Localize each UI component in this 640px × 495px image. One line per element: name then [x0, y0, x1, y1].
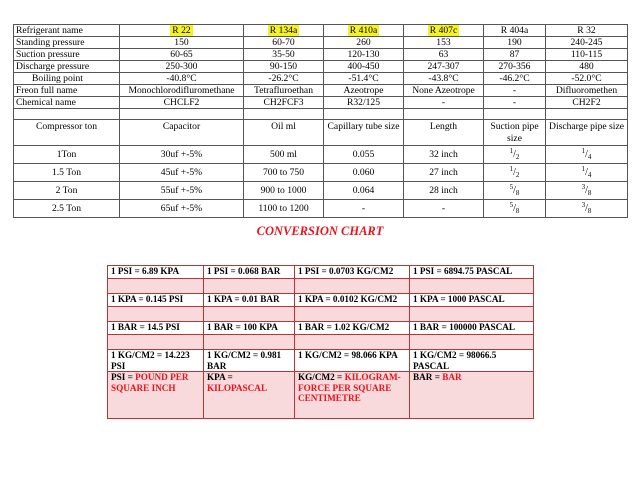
cell: R32/125 [324, 97, 404, 109]
cell: 190 [484, 37, 546, 49]
cell: 250-300 [120, 61, 244, 73]
conversion-cell: 1 BAR = 100 KPA [204, 322, 295, 335]
compressor-row [14, 182, 628, 200]
suction-size: $^5/_8$ [484, 182, 546, 200]
key-kgcm2: KG/CM2 = KILOGRAM-FORCE PER SQUARE CENTIMETRE [295, 372, 410, 419]
conversion-cell: 1 BAR = 1.02 KG/CM2 [295, 322, 410, 335]
discharge-size: $^3/_8$ [546, 182, 628, 200]
cell: 28 inch [404, 182, 484, 200]
conversion-cell: 1 KPA = 1000 PASCAL [410, 294, 534, 307]
suction-size: $^1/_2$ [484, 146, 546, 164]
discharge-size: $^1/_4$ [546, 164, 628, 182]
key-psi: PSI = POUND PER SQUARE INCH [108, 372, 204, 419]
cell: 1100 to 1200 [244, 200, 324, 218]
cell: 60-70 [244, 37, 324, 49]
key-bar: BAR = BAR [410, 372, 534, 419]
header-r410a [324, 25, 404, 37]
spacer-row [108, 279, 534, 294]
cell: 0.060 [324, 164, 404, 182]
cell: 32 inch [404, 146, 484, 164]
conversion-cell: 1 KG/CM2 = 14.223 PSI [108, 350, 204, 372]
r22-name: R 22 [172, 25, 191, 36]
cell: 110-115 [546, 49, 628, 61]
compressor-header-row [14, 120, 628, 146]
cell: 87 [484, 49, 546, 61]
row-standing-pressure [14, 37, 628, 49]
col-header: Compressor ton [14, 120, 120, 146]
label-cell: Chemical name [14, 97, 120, 109]
cell: -43.8°C [404, 73, 484, 85]
cell: 247-307 [404, 61, 484, 73]
header-r32: R 32 [546, 25, 628, 37]
row-freon-full-name [14, 85, 628, 97]
compressor-row [14, 146, 628, 164]
cell: 400-450 [324, 61, 404, 73]
r134a-name: R 134a [269, 25, 298, 36]
spacer-row [108, 335, 534, 350]
r410a-name: R 410a [349, 25, 378, 36]
refrigerant-table [13, 24, 628, 218]
cell: - [484, 85, 546, 97]
row-refrigerant-name [14, 25, 628, 37]
cell: -46.2°C [484, 73, 546, 85]
cell: 45uf +-5% [120, 164, 244, 182]
cell: 55uf +-5% [120, 182, 244, 200]
cell: -26.2°C [244, 73, 324, 85]
cell: 2.5 Ton [14, 200, 120, 218]
cell: CH2FCF3 [244, 97, 324, 109]
cell: 2 Ton [14, 182, 120, 200]
compressor-row [14, 164, 628, 182]
col-header: Capacitor [120, 120, 244, 146]
cell: 270-356 [484, 61, 546, 73]
conversion-table [107, 265, 534, 419]
cell: - [404, 97, 484, 109]
cell: 900 to 1000 [244, 182, 324, 200]
conversion-cell: 1 BAR = 14.5 PSI [108, 322, 204, 335]
col-header: Suction pipe size [484, 120, 546, 146]
cell: 480 [546, 61, 628, 73]
header-r407c [404, 25, 484, 37]
cell: 153 [404, 37, 484, 49]
cell: 65uf +-5% [120, 200, 244, 218]
cell: 63 [404, 49, 484, 61]
label-cell: Freon full name [14, 85, 120, 97]
label-cell: Standing pressure [14, 37, 120, 49]
cell: 90-150 [244, 61, 324, 73]
cell: - [324, 200, 404, 218]
unit-key-row [108, 372, 534, 419]
row-chemical-name [14, 97, 628, 109]
cell: None Azeotrope [404, 85, 484, 97]
cell: - [404, 200, 484, 218]
cell: 500 ml [244, 146, 324, 164]
discharge-size: $^1/_4$ [546, 146, 628, 164]
label-cell: Boiling point [14, 73, 120, 85]
cell: 35-50 [244, 49, 324, 61]
header-r404a: R 404a [484, 25, 546, 37]
row-discharge-pressure [14, 61, 628, 73]
conversion-cell: 1 KG/CM2 = 98.066 KPA [295, 350, 410, 372]
row-suction-pressure [14, 49, 628, 61]
label-cell: Refrigerant name [14, 25, 120, 37]
cell: 30uf +-5% [120, 146, 244, 164]
header-r22 [120, 25, 244, 37]
label-cell: Suction pressure [14, 49, 120, 61]
compressor-row [14, 200, 628, 218]
cell: -40.8°C [120, 73, 244, 85]
cell: -52.0°C [546, 73, 628, 85]
conversion-cell: 1 PSI = 6.89 KPA [108, 266, 204, 279]
cell: Difluoromethen [546, 85, 628, 97]
cell: 260 [324, 37, 404, 49]
conversion-row-psi [108, 266, 534, 279]
cell: -51.4°C [324, 73, 404, 85]
conversion-row-kgcm2 [108, 350, 534, 372]
cell: CHCLF2 [120, 97, 244, 109]
cell: 1Ton [14, 146, 120, 164]
conversion-cell: 1 KPA = 0.145 PSI [108, 294, 204, 307]
col-header: Capillary tube size [324, 120, 404, 146]
label-cell: Discharge pressure [14, 61, 120, 73]
suction-size: $^5/_8$ [484, 200, 546, 218]
conversion-row-bar [108, 322, 534, 335]
key-kpa: KPA = KILOPASCAL [204, 372, 295, 419]
conversion-cell: 1 BAR = 100000 PASCAL [410, 322, 534, 335]
conversion-cell: 1 KG/CM2 = 98066.5 PASCAL [410, 350, 534, 372]
header-r134a [244, 25, 324, 37]
suction-size: $^1/_2$ [484, 164, 546, 182]
col-header: Oil ml [244, 120, 324, 146]
cell: 27 inch [404, 164, 484, 182]
conversion-cell: 1 KG/CM2 = 0.981 BAR [204, 350, 295, 372]
cell: Monochlorodifluromethane [120, 85, 244, 97]
conversion-cell: 1 KPA = 0.0102 KG/CM2 [295, 294, 410, 307]
conversion-cell: 1 PSI = 0.0703 KG/CM2 [295, 266, 410, 279]
conversion-row-kpa [108, 294, 534, 307]
cell: CH2F2 [546, 97, 628, 109]
cell: Azeotrope [324, 85, 404, 97]
cell: Tetrafluroethan [244, 85, 324, 97]
conversion-chart-title: CONVERSION CHART [256, 224, 384, 238]
conversion-cell: 1 PSI = 6894.75 PASCAL [410, 266, 534, 279]
cell: 120-130 [324, 49, 404, 61]
col-header: Discharge pipe size [546, 120, 628, 146]
cell: - [484, 97, 546, 109]
conversion-cell: 1 PSI = 0.068 BAR [204, 266, 295, 279]
col-header: Length [404, 120, 484, 146]
discharge-size: $^3/_8$ [546, 200, 628, 218]
conversion-cell: 1 KPA = 0.01 BAR [204, 294, 295, 307]
spacer-row [108, 307, 534, 322]
cell: 0.064 [324, 182, 404, 200]
cell: 60-65 [120, 49, 244, 61]
spacer-row [14, 109, 628, 120]
r407c-name: R 407c [429, 25, 458, 36]
cell: 1.5 Ton [14, 164, 120, 182]
row-boiling-point [14, 73, 628, 85]
cell: 240-245 [546, 37, 628, 49]
cell: 150 [120, 37, 244, 49]
cell: 700 to 750 [244, 164, 324, 182]
cell: 0.055 [324, 146, 404, 164]
